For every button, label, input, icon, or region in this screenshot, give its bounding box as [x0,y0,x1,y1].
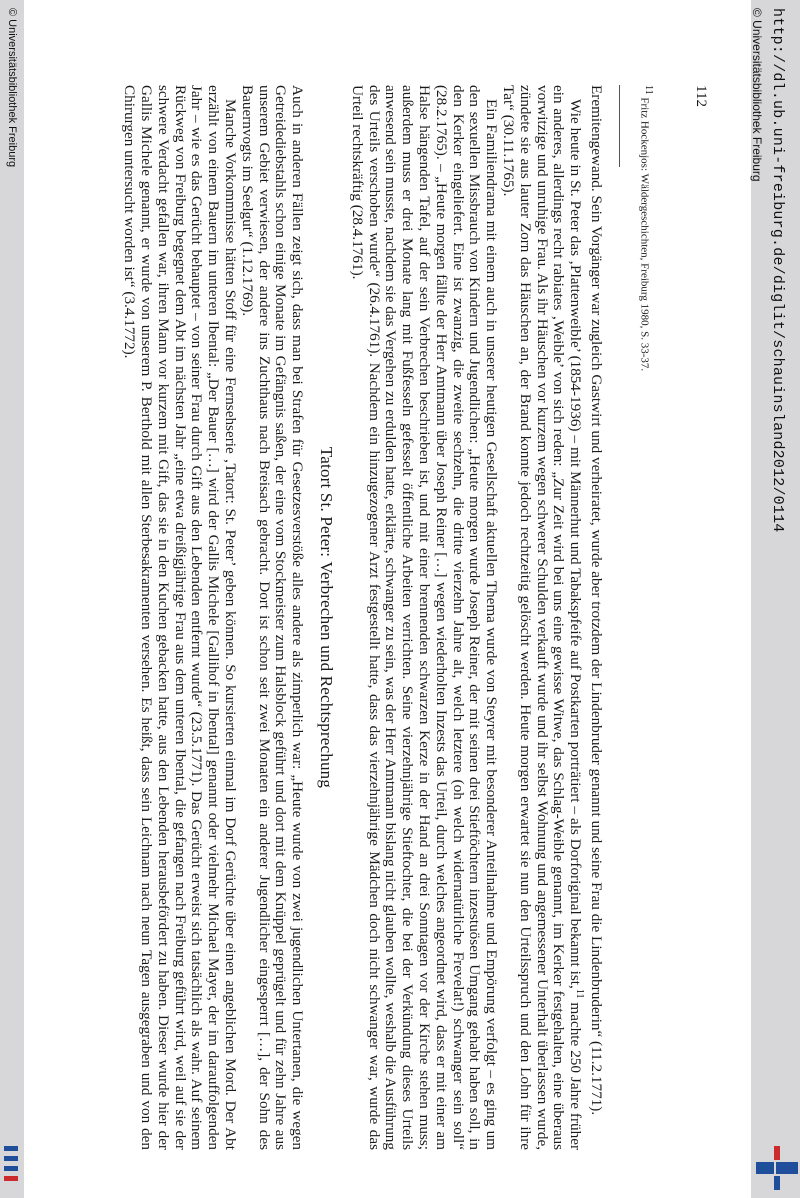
library-logo [756,1146,798,1190]
body-text [120,85,604,1150]
library-copyright: © Universitätsbibliothek Freiburg [750,8,764,182]
page-number: 112 [693,85,709,107]
top-info-bar [751,0,800,1198]
paragraph-1: Eremitengewand. Sein Vorgänger war zugleich Gastwirt und verheiratet, wurde aber trotzdem der Lindenbruder genannt und seine Frau die Lindenbruderin“ (11.2.1771). [588,85,605,1116]
footnote-divider [619,85,620,167]
paragraph-2-start: Wie heute in St. Peter das ‚Plattenweible’ (1854-1936) – mit Männerhut und Tabakspfeife auf Postkarten porträtiert – als Dorforiginal bekannt ist, [567,99,585,989]
paragraph-5: Manche Vorkommnisse hätten Stoff für eine Fernsehserie ‚Tatort: St. Peter’ geben können. So kursierten einmal im Dorf Gerüchte über einen angeblichen Mord. Der Abt erzählt von einem Bauern im unteren Ibental: „Der Bauer […] wird der Gallis Michele [Gallihof in Ibental] genannt oder vielmehr Michael Mayer, der im darauffolgenden Jahr – wie es das Gerücht behauptet – von seiner Frau durch Gift aus den Lebenden entfernt wurde“ (23.5.1771). Das Gerücht erweist sich tatsächlich als wahr. Auf seinem Rückweg von Freiburg begegnet dem Abt im nächsten Jahr „eine etwa dreißigjährige Frau aus dem unteren Ibental, die gefangen nach Freiburg geführt wird, weil auf sie der schwere Verdacht gefallen war, ihren Mann vor kurzem mit Gift, das sie in den Kuchen gebacken hatte, aus den Lebenden herausbefördert zu haben. Dieser wurde hier der Gallis Michele genannt, er wurde von unserem P. Berthold mit allen Sterbesakramenten versehen. Es heißt, dass sein Leichnam nach neun Tagen ausgegraben und von den Chirurgen untersucht worden ist“ (3.4.1772). [121,85,239,1150]
footnote-ref: 11 [574,988,586,999]
source-url[interactable]: http://dl.ub.uni-freiburg.de/diglit/schauinsland2012/0114 [769,8,786,533]
bottom-copyright: © Universitätsbibliothek Freiburg [6,8,18,168]
footnote-number: 11 [643,85,654,95]
color-marks [4,1146,18,1192]
paragraph-2 [499,85,587,1150]
paragraph-4: Auch in anderen Fällen zeigt sich, dass man bei Strafen für Gesetzesverstöße alles andere als zimperlich war: „Heute wurde von zwei jugendlichen Untertanen, die wegen Getreidediebstahls schon einige Monate im Gefängnis saßen, der eine vom Stockmeister zum Halsblock geführt und dort mit dem Knüppel geprügelt und für zehn Jahre aus unserem Gebiet verwiesen, der andere ins Zuchthaus nach Breisach gebracht. Dort ist schon seit zwei Monaten ein anderer Jugendlicher eingesperrt […], der Sohn des Bauernvogts im Seelgut“ (1.12.1769). [238,85,307,1150]
footnote-text: Fritz Hockenjos: Wäldergeschichten, Freiburg 1980, S. 33-37. [638,97,651,372]
paragraph-3: Ein Familiendrama mit einem auch in unserer heutigen Gesellschaft aktuellen Thema wurde von Steyrer mit besonderer Anteilnahme und Empörung verfolgt – es ging um den sexuellen Missbrauch von Kindern und Jugendlichen: „Heute morgen wurde Joseph Reiner, der mit seinen drei Stieftöchtern inzestuösen Umgang gehabt haben soll, in den Kerker eingeliefert. Eine ist zwanzig, die zweite sechzehn, die dritte vierzehn Jahre alt, welch letztere (oh welch widernatürliche Frevelat!) schwanger sein soll“ (28.2.1765). – „Heute morgen fällte der Herr Amtmann über Joseph Reiner […] wegen wiederholten Inzests das Urteil, durch welches angeordnet wird, dass er mit einer am Halse hängenden Tafel, auf der sein Verbrechen beschrieben ist, und mit einer brennenden schwarzen Kerze in der Hand an drei Sonntagen vor der Kirche stehen muss; außerdem muss er drei Monate lang mit Fußfesseln gefesselt öffentliche Arbeiten verrichten. Seine vierzehnjährige Stieftochter, die bei der Verkündung dieses Urteils anwesend sein musste, nachdem sie das Vergehen zu erdulden hatte, erklärte, schwanger zu sein, was der Herr Amtmann bislang nicht glauben wollte, weshalb die Ausführung des Urteils verschoben wurde“ (26.4.1761). Nachdem ein hinzugezogener Arzt festgestellt hatte, dass das vierzehnjährige Mädchen doch nicht schwanger war, wurde das Urteil rechtskräftig (28.4.1761). [348,85,501,1150]
section-heading: Tatort St. Peter: Verbrechen und Rechtsprechung [316,446,336,789]
bottom-info-strip [0,0,24,1198]
paragraph-2-rest: machte 250 Jahre früher ein anderes, allerdings recht rabiates ‚Weible’ von sich reden: „Zur Zeit wird bei uns eine gewisse Witwe, das Schlag-Weible genannt, im Kerker festgehalten, eine überaus vorwitzige und unruhige Frau. Als ihr Häuschen vor kurzem wegen schwerer Schulden verkauft wurde und ihr selbst Wohnung und angemessener Unterhalt überlassen wurde, zündete sie aus lauter Zorn das Häuschen an, der Brand konnte jedoch rechtzeitig gelöscht werden. Heute morgen erwartet sie nun den Urteilsspruch und den Lohn für ihre Tat“ (30.11.1765). [499,85,585,1151]
footnote [638,85,654,371]
